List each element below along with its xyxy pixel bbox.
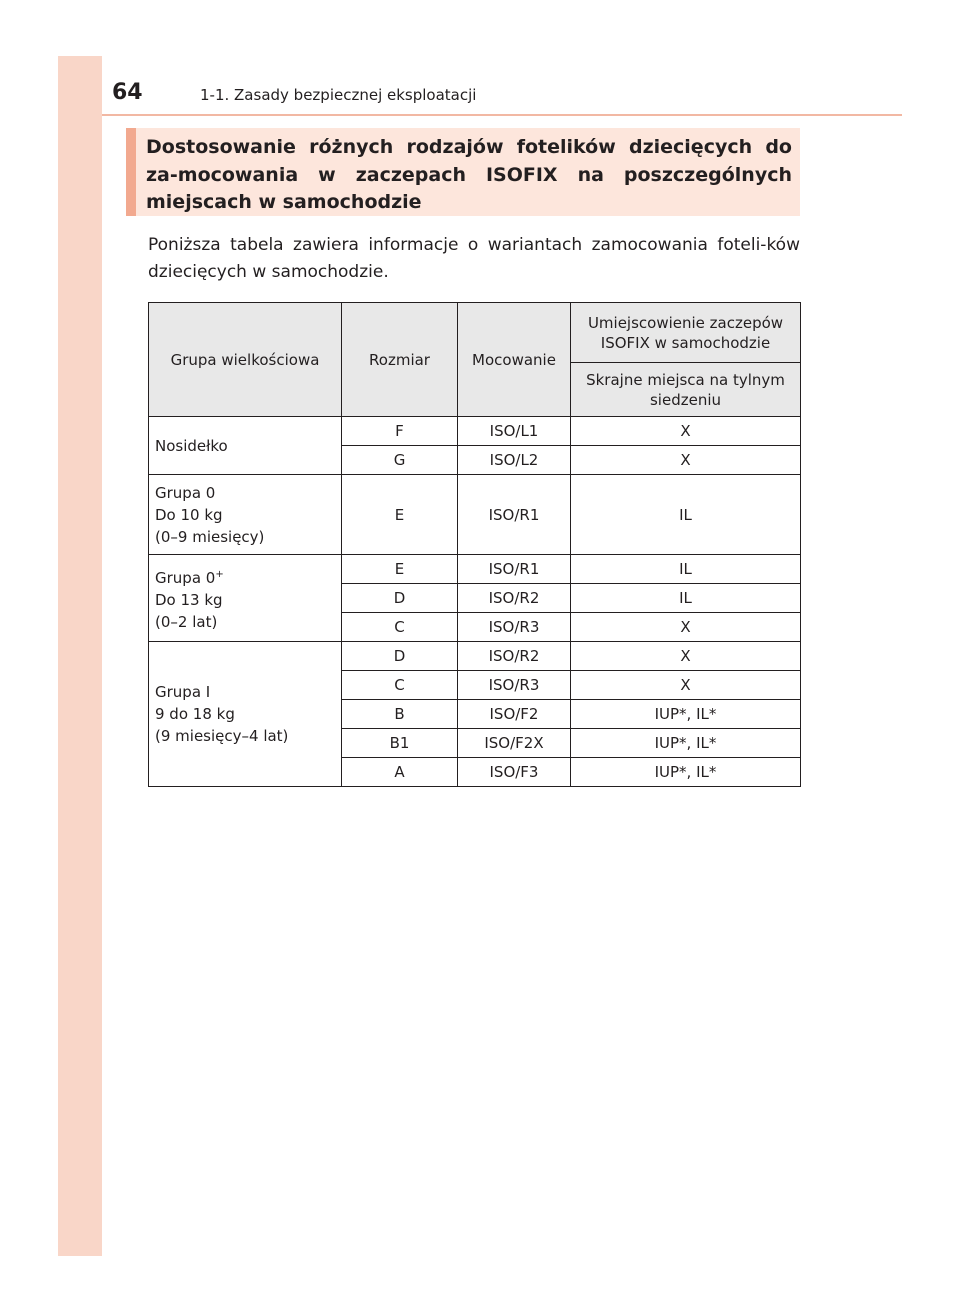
- cell-value: X: [571, 613, 801, 642]
- group-label-cell: [149, 555, 342, 642]
- cell-size: B1: [342, 729, 458, 758]
- cell-size: F: [342, 417, 458, 446]
- section-title: Dostosowanie różnych rodzajów fotelików dziecięcych do za-mocowania w zaczepach ISOFIX na poszczególnych miejscach w samochodzie: [146, 136, 792, 213]
- cell-value: IL: [571, 475, 801, 555]
- table-body: [149, 417, 801, 787]
- group-label-line: [155, 564, 337, 589]
- cell-fixture: ISO/R3: [458, 671, 571, 700]
- group-label-cell: [149, 475, 342, 555]
- cell-size: E: [342, 475, 458, 555]
- table-row: [149, 642, 801, 671]
- cell-value: IL: [571, 555, 801, 584]
- group-label-text: (9 miesięcy–4 lat): [155, 727, 289, 745]
- header-fixture: Mocowanie: [458, 303, 571, 417]
- intro-paragraph: Poniższa tabela zawiera informacje o wariantach zamocowania foteli-ków dziecięcych w samochodzie.: [148, 235, 800, 282]
- table-row: [149, 555, 801, 584]
- group-label-text: 9 do 18 kg: [155, 705, 235, 723]
- table-row: [149, 417, 801, 446]
- cell-fixture: ISO/R3: [458, 613, 571, 642]
- group-label-line: [155, 526, 337, 548]
- header-group: Grupa wielkościowa: [149, 303, 342, 417]
- group-label-cell: [149, 642, 342, 787]
- cell-size: D: [342, 642, 458, 671]
- group-label-line: [155, 703, 337, 725]
- cell-value: X: [571, 417, 801, 446]
- cell-size: E: [342, 555, 458, 584]
- cell-fixture: ISO/F2X: [458, 729, 571, 758]
- table-row: [149, 475, 801, 555]
- group-label-line: [155, 611, 337, 633]
- group-label-text: Do 13 kg: [155, 590, 223, 609]
- cell-fixture: ISO/F3: [458, 758, 571, 787]
- group-label-line: [155, 482, 337, 504]
- cell-fixture: ISO/R2: [458, 584, 571, 613]
- cell-size: G: [342, 446, 458, 475]
- cell-fixture: ISO/R2: [458, 642, 571, 671]
- running-title: 1-1. Zasady bezpiecznej eksploatacji: [200, 86, 477, 104]
- cell-value: X: [571, 642, 801, 671]
- cell-size: D: [342, 584, 458, 613]
- cell-fixture: ISO/R1: [458, 475, 571, 555]
- group-label-line: [155, 681, 337, 703]
- cell-size: B: [342, 700, 458, 729]
- group-label-text: Grupa 0: [155, 483, 216, 502]
- isofix-table: [148, 302, 801, 787]
- group-label-text: (0–2 lat): [155, 612, 218, 631]
- cell-value: X: [571, 446, 801, 475]
- header-seats: Skrajne miejsca na tylnym siedzeniu: [571, 363, 801, 417]
- group-label-text: Grupa 0: [155, 568, 216, 587]
- group-label-text: Do 10 kg: [155, 505, 223, 524]
- group-label-line: [155, 589, 337, 611]
- cell-value: IL: [571, 584, 801, 613]
- group-label-text: Grupa I: [155, 683, 211, 701]
- header-size: Rozmiar: [342, 303, 458, 417]
- cell-size: A: [342, 758, 458, 787]
- page-number: 64: [112, 80, 143, 105]
- cell-fixture: ISO/R1: [458, 555, 571, 584]
- cell-fixture: ISO/F2: [458, 700, 571, 729]
- group-label-superscript: +: [215, 568, 224, 580]
- group-label-cell: [149, 417, 342, 475]
- cell-value: IUP*, IL*: [571, 758, 801, 787]
- group-label-text: Nosidełko: [155, 436, 228, 455]
- cell-value: X: [571, 671, 801, 700]
- group-label-line: [155, 725, 337, 747]
- header-location: Umiejscowienie zaczepów ISOFIX w samochodzie: [571, 303, 801, 363]
- cell-value: IUP*, IL*: [571, 700, 801, 729]
- group-label-line: [155, 435, 337, 457]
- cell-fixture: ISO/L2: [458, 446, 571, 475]
- group-label-text: (0–9 miesięcy): [155, 527, 265, 546]
- side-margin-band: [58, 56, 102, 1256]
- section-title-box: [126, 128, 800, 216]
- header-rule: [102, 114, 902, 116]
- group-label-line: [155, 504, 337, 526]
- cell-fixture: ISO/L1: [458, 417, 571, 446]
- cell-size: C: [342, 671, 458, 700]
- cell-size: C: [342, 613, 458, 642]
- cell-value: IUP*, IL*: [571, 729, 801, 758]
